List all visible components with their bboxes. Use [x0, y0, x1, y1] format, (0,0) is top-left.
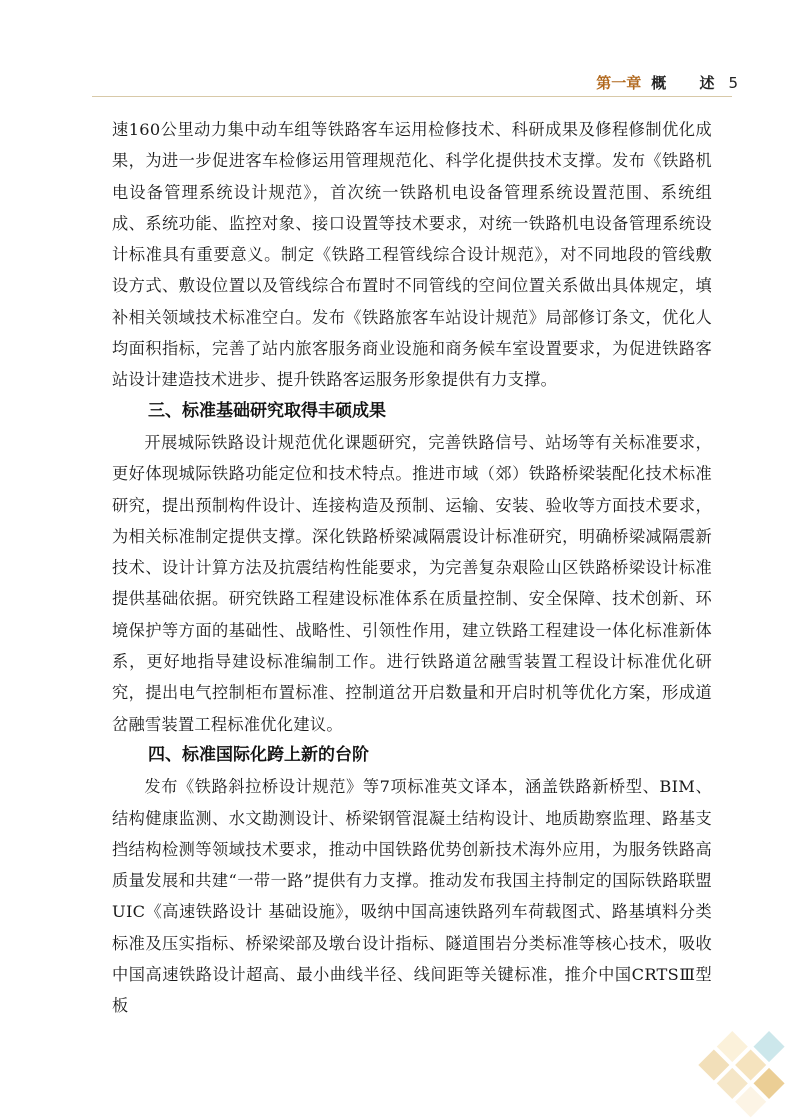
- header-chapter-title: 概 述: [651, 74, 729, 92]
- section-heading-3: 三、标准基础研究取得丰硕成果: [148, 400, 386, 421]
- page-number: 5: [728, 74, 738, 92]
- header-chapter-label: 第一章: [596, 74, 642, 92]
- body-paragraph-continued: 速160公里动力集中动车组等铁路客车运用检修技术、科研成果及修程修制优化成果，为进一步促进客车检修运用管理规范化、科学化提供技术支撑。发布《铁路机电设备管理系统设计规范》，首次统一铁路机电设备管理系统设置范围、系统组成、系统功能、监控对象、接口设置等技术要求，对统一铁路机电设备管理系统设计标准具有重要意义。制定《铁路工程管线综合设计规范》，对不同地段的管线敷设方式、敷设位置以及管线综合布置时不同管线的空间位置关系做出具体规定，填补相关领域技术标准空白。发布《铁路旅客车站设计规范》局部修订条文，优化人均面积指标，完善了站内旅客服务商业设施和商务候车室设置要求，为促进铁路客站设计建造技术进步、提升铁路客运服务形象提供有力支撑。: [112, 120, 712, 390]
- corner-diamond-decoration: [690, 1010, 800, 1120]
- header-divider: [92, 96, 732, 97]
- body-paragraph-section-3: 开展城际铁路设计规范优化课题研究，完善铁路信号、站场等有关标准要求，更好体现城际铁路功能定位和技术特点。推进市域（郊）铁路桥梁装配化技术标准研究，提出预制构件设计、连接构造及预制、运输、安装、验收等方面技术要求，为相关标准制定提供支撑。深化铁路桥梁减隔震设计标准研究，明确桥梁减隔震新技术、设计计算方法及抗震结构性能要求，为完善复杂艰险山区铁路桥梁设计标准提供基础依据。研究铁路工程建设标准体系在质量控制、安全保障、技术创新、环境保护等方面的基础性、战略性、引领性作用，建立铁路工程建设一体化标准新体系，更好地指导建设标准编制工作。进行铁路道岔融雪装置工程设计标准优化研究，提出电气控制柜布置标准、控制道岔开启数量和开启时机等优化方案，形成道岔融雪装置工程标准优化建议。: [112, 432, 712, 734]
- section-heading-4: 四、标准国际化跨上新的台阶: [148, 744, 369, 765]
- body-paragraph-section-4: 发布《铁路斜拉桥设计规范》等7项标准英文译本，涵盖铁路新桥型、BIM、结构健康监测、水文勘测设计、桥梁钢管混凝土结构设计、地质勘察监理、路基支挡结构检测等领域技术要求，推动中国铁路优势创新技术海外应用，为服务铁路高质量发展和共建“一带一路”提供有力支撑。推动发布我国主持制定的国际铁路联盟UIC《高速铁路设计 基础设施》，吸纳中国高速铁路列车荷载图式、路基填料分类标准及压实指标、桥梁梁部及墩台设计指标、隧道围岩分类标准等核心技术，吸收中国高速铁路设计超高、最小曲线半径、线间距等关键标准，推介中国CRTSⅢ型板: [112, 777, 712, 1016]
- page-body: [112, 114, 712, 1022]
- running-header: [596, 72, 738, 93]
